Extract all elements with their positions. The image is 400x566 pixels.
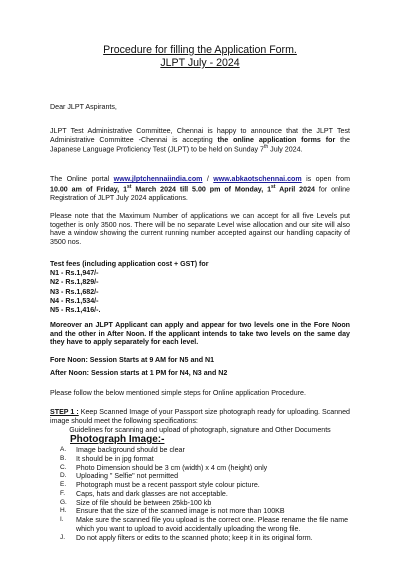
list-item: J. Do not apply filters or edits to the scanned photo; keep it in its original form.: [60, 533, 313, 542]
intro-paragraph: JLPT Test Administrative Committee, Chennai is happy to announce that the JLPT Test Administrative Committee -Chennai is accepting the online application forms for the Japanese Language Proficiency Test (JLPT) to be held on Sunday 7th July 2024.: [50, 127, 350, 154]
session-forenoon: Fore Noon: Session Starts at 9 AM for N5 and N1: [50, 356, 215, 364]
steps-intro: Please follow the below mentioned simple steps for Online application Procedure.: [50, 389, 306, 397]
test-fees: [50, 260, 350, 315]
list-item: G. Size of file should be between 25kb-100 kb: [60, 498, 212, 507]
photo-requirements-list: [60, 446, 350, 543]
list-item: E. Photograph must be a recent passport style colour picture.: [60, 481, 260, 490]
guidelines-heading: Guidelines for scanning and upload of photograph, signature and Other Documents: [69, 426, 331, 434]
list-item: H. Ensure that the size of the scanned image is not more than 100KB: [60, 507, 285, 516]
page-title: Procedure for filling the Application Form.: [103, 44, 297, 56]
capacity-paragraph: Please note that the Maximum Number of applications we can accept for all five Levels put together is only 3500 nos. There will be no separate Level wise allocation and our site will also have a window showing the current running number accepted against our handling capacity of 3500 nos.: [50, 212, 350, 246]
portal-link-abkaots[interactable]: www.abkaotschennai.com: [213, 175, 302, 183]
greeting: Dear JLPT Aspirants,: [50, 103, 117, 111]
list-item: D. Uploading " Selfie" not permitted: [60, 472, 179, 481]
list-item: A. Image background should be clear: [60, 446, 185, 454]
fee-n5: N5 - Rs.1,416/-.: [50, 306, 101, 315]
fee-n4: N4 - Rs.1,534/-: [50, 296, 99, 305]
step-1-label: STEP 1 :: [50, 408, 79, 416]
list-item: I. Make sure the scanned file you upload is the correct one. Please rename the file name which you want to upload to avoid accidentally uploading the wrong file.: [60, 516, 349, 534]
step-1: STEP 1 : Keep Scanned Image of your Passport size photograph ready for uploading. Scanned image should meet the following specifications:: [50, 408, 350, 425]
fee-n3: N3 - Rs.1,682/-: [50, 287, 99, 296]
two-levels-paragraph: Moreover an JLPT Applicant can apply and appear for two levels one in the Fore Noon and the other in After Noon. If the applicant intends to take two levels on the same day they have to apply separately for each level.: [50, 321, 350, 347]
page-subtitle: JLPT July - 2024: [160, 57, 240, 69]
fee-n1: N1 - Rs.1,947/-: [50, 269, 99, 278]
list-item: B. It should be in jpg format: [60, 454, 154, 463]
list-item: C. Photo Dimension should be 3 cm (width) x 4 cm (height) only: [60, 463, 268, 472]
fee-n2: N2 - Rs.1,829/-: [50, 278, 99, 287]
list-item: F. Caps, hats and dark glasses are not acceptable.: [60, 489, 228, 498]
photo-section-title: Photograph Image:-: [70, 434, 165, 445]
portal-link-jlptchennai[interactable]: www.jlptchennaiindia.com: [113, 175, 203, 183]
portal-paragraph: The Online portal www.jlptchennaiindia.com / www.abkaotschennai.com is open from 10.00 am of Friday, 1st March 2024 till 5.00 pm of Monday, 1st April 2024 for online Registration of JLPT July 2024 applications.: [50, 175, 350, 202]
session-afternoon: After Noon: Session starts at 1 PM for N4, N3 and N2: [50, 369, 228, 377]
fees-heading: Test fees (including application cost + GST) for: [50, 260, 209, 268]
